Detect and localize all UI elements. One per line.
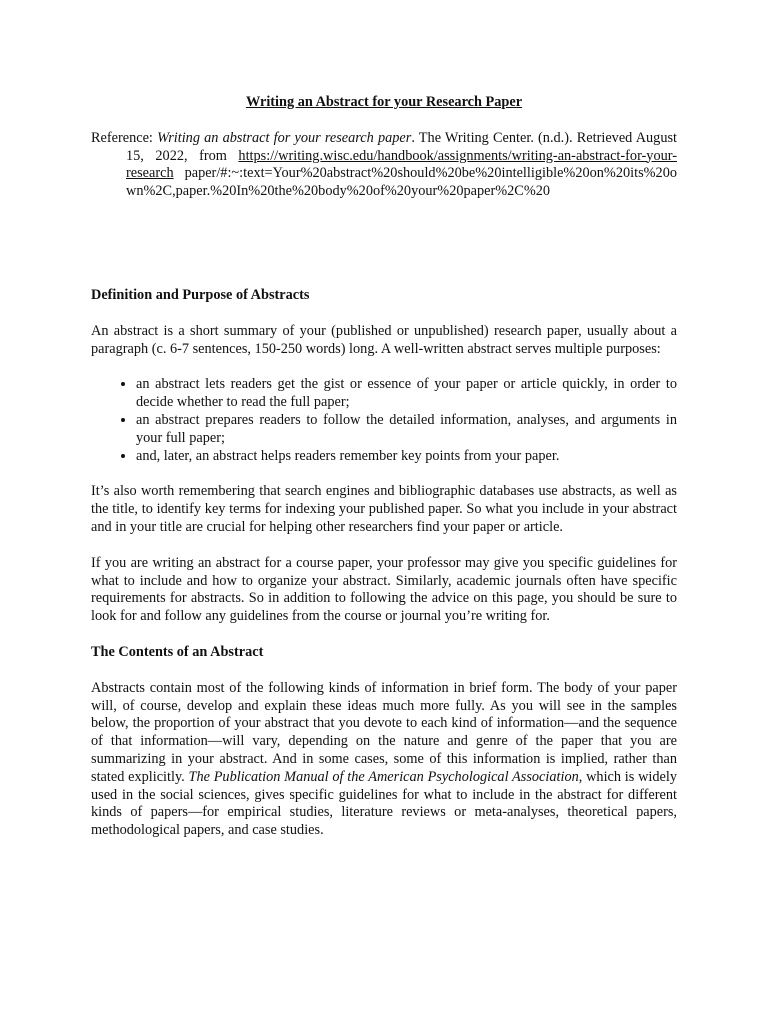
list-item: • an abstract lets readers get the gist or essence of your paper or article quickly, in order to decide whether to read the full paper;	[136, 376, 677, 412]
reference-citation	[91, 130, 677, 201]
section-heading-definition: Definition and Purpose of Abstracts	[91, 286, 310, 303]
document-title: Writing an Abstract for your Research Paper	[245, 94, 523, 110]
purposes-list	[91, 376, 677, 465]
reference-label: Reference:	[91, 129, 158, 146]
contents-text-end: , which is widely used in the social sciences, gives specific guidelines for what to include in the abstract for different kinds of papers—for empirical studies, literature reviews or meta-analyses, theoretical papers, methodological papers, and case studies.	[91, 768, 678, 839]
reference-link[interactable]: https://writing.wisc.edu/handbook/assignments/writing-an-abstract-for-your-research	[126, 147, 677, 182]
reference-source-title: Writing an abstract for your research paper	[157, 129, 412, 146]
reference-url-tail: paper/#:~:text=Your%20abstract%20should%20be%20intelligible%20on%20its%20own%2C,paper.%20In%20the%20body%20of%20your%20paper%2C%20	[126, 165, 677, 200]
reference-details: . The Writing Center. (n.d.). Retrieved August 15, 2022, from	[126, 129, 678, 164]
search-engines-paragraph: It’s also worth remembering that search engines and bibliographic databases use abstracts, as well as the title, to identify key terms for indexing your published paper. So what you include in your abstract and in your title are crucial for helping other researchers find your paper or article.	[91, 483, 677, 535]
list-item: • and, later, an abstract helps readers remember key points from your paper.	[136, 448, 677, 466]
document-body	[91, 94, 677, 840]
section-heading-contents: The Contents of an Abstract	[91, 643, 264, 660]
contents-paragraph	[91, 680, 677, 840]
definition-intro-paragraph: An abstract is a short summary of your (published or unpublished) research paper, usually about a paragraph (c. 6-7 sentences, 150-250 words) long. A well-written abstract serves multiple purposes:	[91, 322, 677, 357]
apa-manual-title: The Publication Manual of the American Psychological Association	[188, 768, 579, 785]
list-item: • an abstract prepares readers to follow the detailed information, analyses, and arguments in your full paper;	[136, 412, 677, 448]
course-guidelines-paragraph: If you are writing an abstract for a course paper, your professor may give you specific guidelines for what to include and how to organize your abstract. Similarly, academic journals often have specific requirements for abstracts. So in addition to following the advice on this page, you should be sure to look for and follow any guidelines from the course or journal you’re writing for.	[91, 554, 677, 625]
contents-text-start: Abstracts contain most of the following kinds of information in brief form. The body of your paper will, of course, develop and explain these ideas much more fully. As you will see in the samples below, the proportion of your abstract that you devote to each kind of information—and the sequence of that information—will vary, depending on the nature and genre of the paper that you are summarizing in your abstract. And in some cases, some of this information is implied, rather than stated explicitly.	[91, 679, 677, 785]
